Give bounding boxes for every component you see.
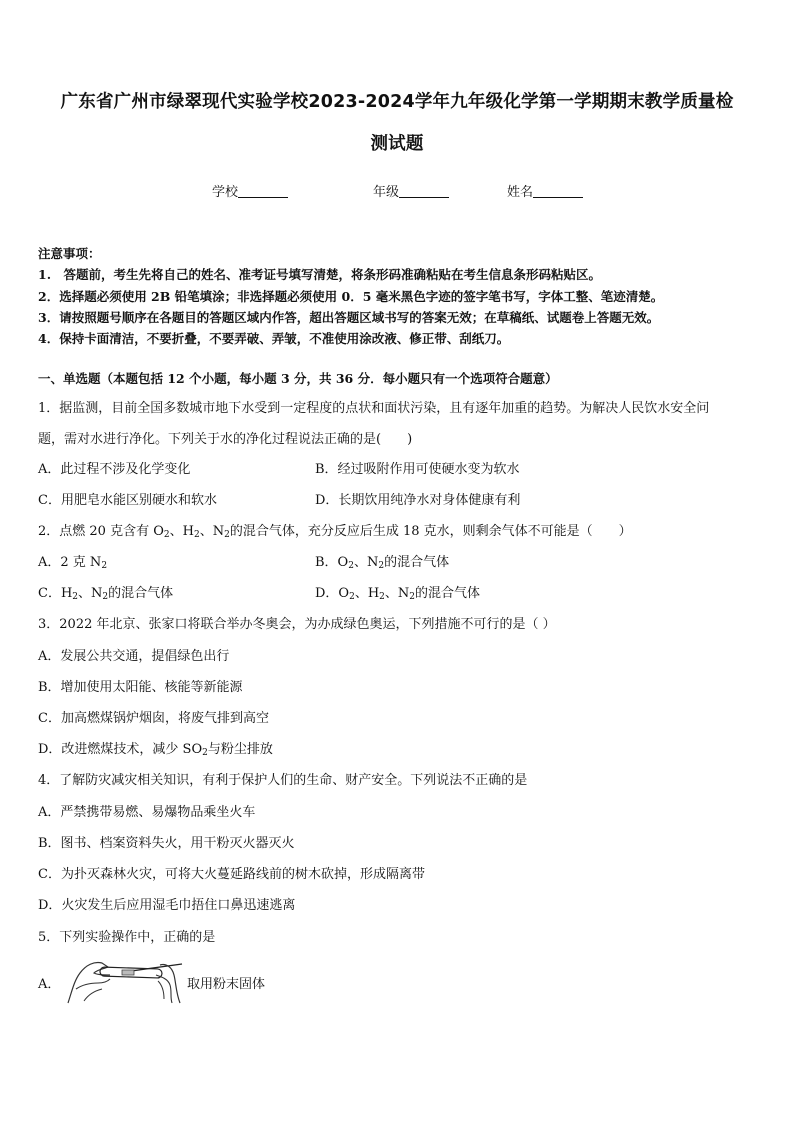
question-2-stem: 2．点燃 20 克含有 $O_2$、$H_2$、$N_2$的混合气体，充分反应后生成 18 克水，则剩余气体不可能是（ ）: [38, 524, 632, 540]
q1-option-b: B．经过吸附作用可使硬水变为软水: [315, 462, 520, 477]
notice-heading: 注意事项：: [38, 246, 101, 261]
q2-option-d: D．$O_2$、$H_2$、$N_2$的混合气体: [315, 586, 481, 602]
school-field: [212, 181, 288, 200]
page-title: 广东省广州市绿翠现代实验学校2023-2024学年九年级化学第一学期期末教学质量检: [60, 92, 734, 112]
q2-option-a: A．2 克 $N_2$: [38, 555, 108, 571]
test-tube-illustration: [64, 951, 186, 1007]
notice-item: 2．选择题必须使用 2B 铅笔填涂；非选择题必须使用 0．5 毫米黑色字迹的签字笔书写，字体工整、笔迹清楚。: [38, 289, 664, 304]
school-label: 学校: [212, 185, 239, 200]
q1-option-a: A．此过程不涉及化学变化: [38, 462, 191, 477]
q4-option-c: C．为扑灭森林火灾，可将大火蔓延路线前的树木砍掉，形成隔离带: [38, 867, 425, 882]
q3-option-d: D．改进燃煤技术，减少 $SO_2$与粉尘排放: [38, 742, 273, 758]
question-5-stem: 5．下列实验操作中，正确的是: [38, 930, 216, 945]
q3-option-c: C．加高燃煤锅炉烟囱，将废气排到高空: [38, 711, 269, 726]
name-label: 姓名: [507, 185, 534, 200]
q4-option-d: D．火灾发生后应用湿毛巾捂住口鼻迅速逃离: [38, 898, 296, 913]
q4-option-b: B．图书、档案资料失火，用干粉灭火器灭火: [38, 836, 295, 851]
q1-option-c: C．用肥皂水能区别硬水和软水: [38, 493, 217, 508]
q3-option-a: A．发展公共交通，提倡绿色出行: [38, 649, 230, 664]
grade-field: [373, 181, 449, 200]
page-title-line2: 测试题: [370, 134, 424, 154]
section-heading: 一、单选题（本题包括 12 个小题，每小题 3 分，共 36 分．每小题只有一个选项符合题意）: [38, 371, 558, 386]
q2-option-b: B．$O_2$、$N_2$的混合气体: [315, 555, 450, 571]
question-1-stem-cont: 题，需对水进行净化。下列关于水的净化过程说法正确的是( ): [38, 432, 413, 447]
notice-item: 1. 答题前，考生先将自己的姓名、准考证号填写清楚，将条形码准确粘贴在考生信息条形码粘贴区。: [38, 267, 602, 282]
question-3-stem: 3．2022 年北京、张家口将联合举办冬奥会，为办成绿色奥运，下列措施不可行的是（ ）: [38, 617, 556, 632]
q2-option-c: C．$H_2$、$N_2$的混合气体: [38, 586, 174, 602]
name-field: [507, 181, 583, 200]
notice-item: 3．请按照题号顺序在各题目的答题区域内作答，超出答题区域书写的答案无效；在草稿纸、试题卷上答题无效。: [38, 310, 660, 325]
q5-option-a-caption: 取用粉末固体: [187, 977, 266, 992]
question-4-stem: 4．了解防灾减灾相关知识，有利于保护人们的生命、财产安全。下列说法不正确的是: [38, 773, 528, 788]
grade-label: 年级: [373, 185, 400, 200]
question-1-stem: 1．据监测，目前全国多数城市地下水受到一定程度的点状和面状污染，且有逐年加重的趋势。为解决人民饮水安全问: [38, 401, 710, 416]
q1-option-d: D．长期饮用纯净水对身体健康有利: [315, 493, 521, 508]
q5-option-a-label: A．: [38, 977, 61, 992]
q4-option-a: A．严禁携带易燃、易爆物品乘坐火车: [38, 805, 256, 820]
notice-item: 4．保持卡面清洁，不要折叠，不要弄破、弄皱，不准使用涂改液、修正带、刮纸刀。: [38, 331, 510, 346]
q3-option-b: B．增加使用太阳能、核能等新能源: [38, 680, 243, 695]
